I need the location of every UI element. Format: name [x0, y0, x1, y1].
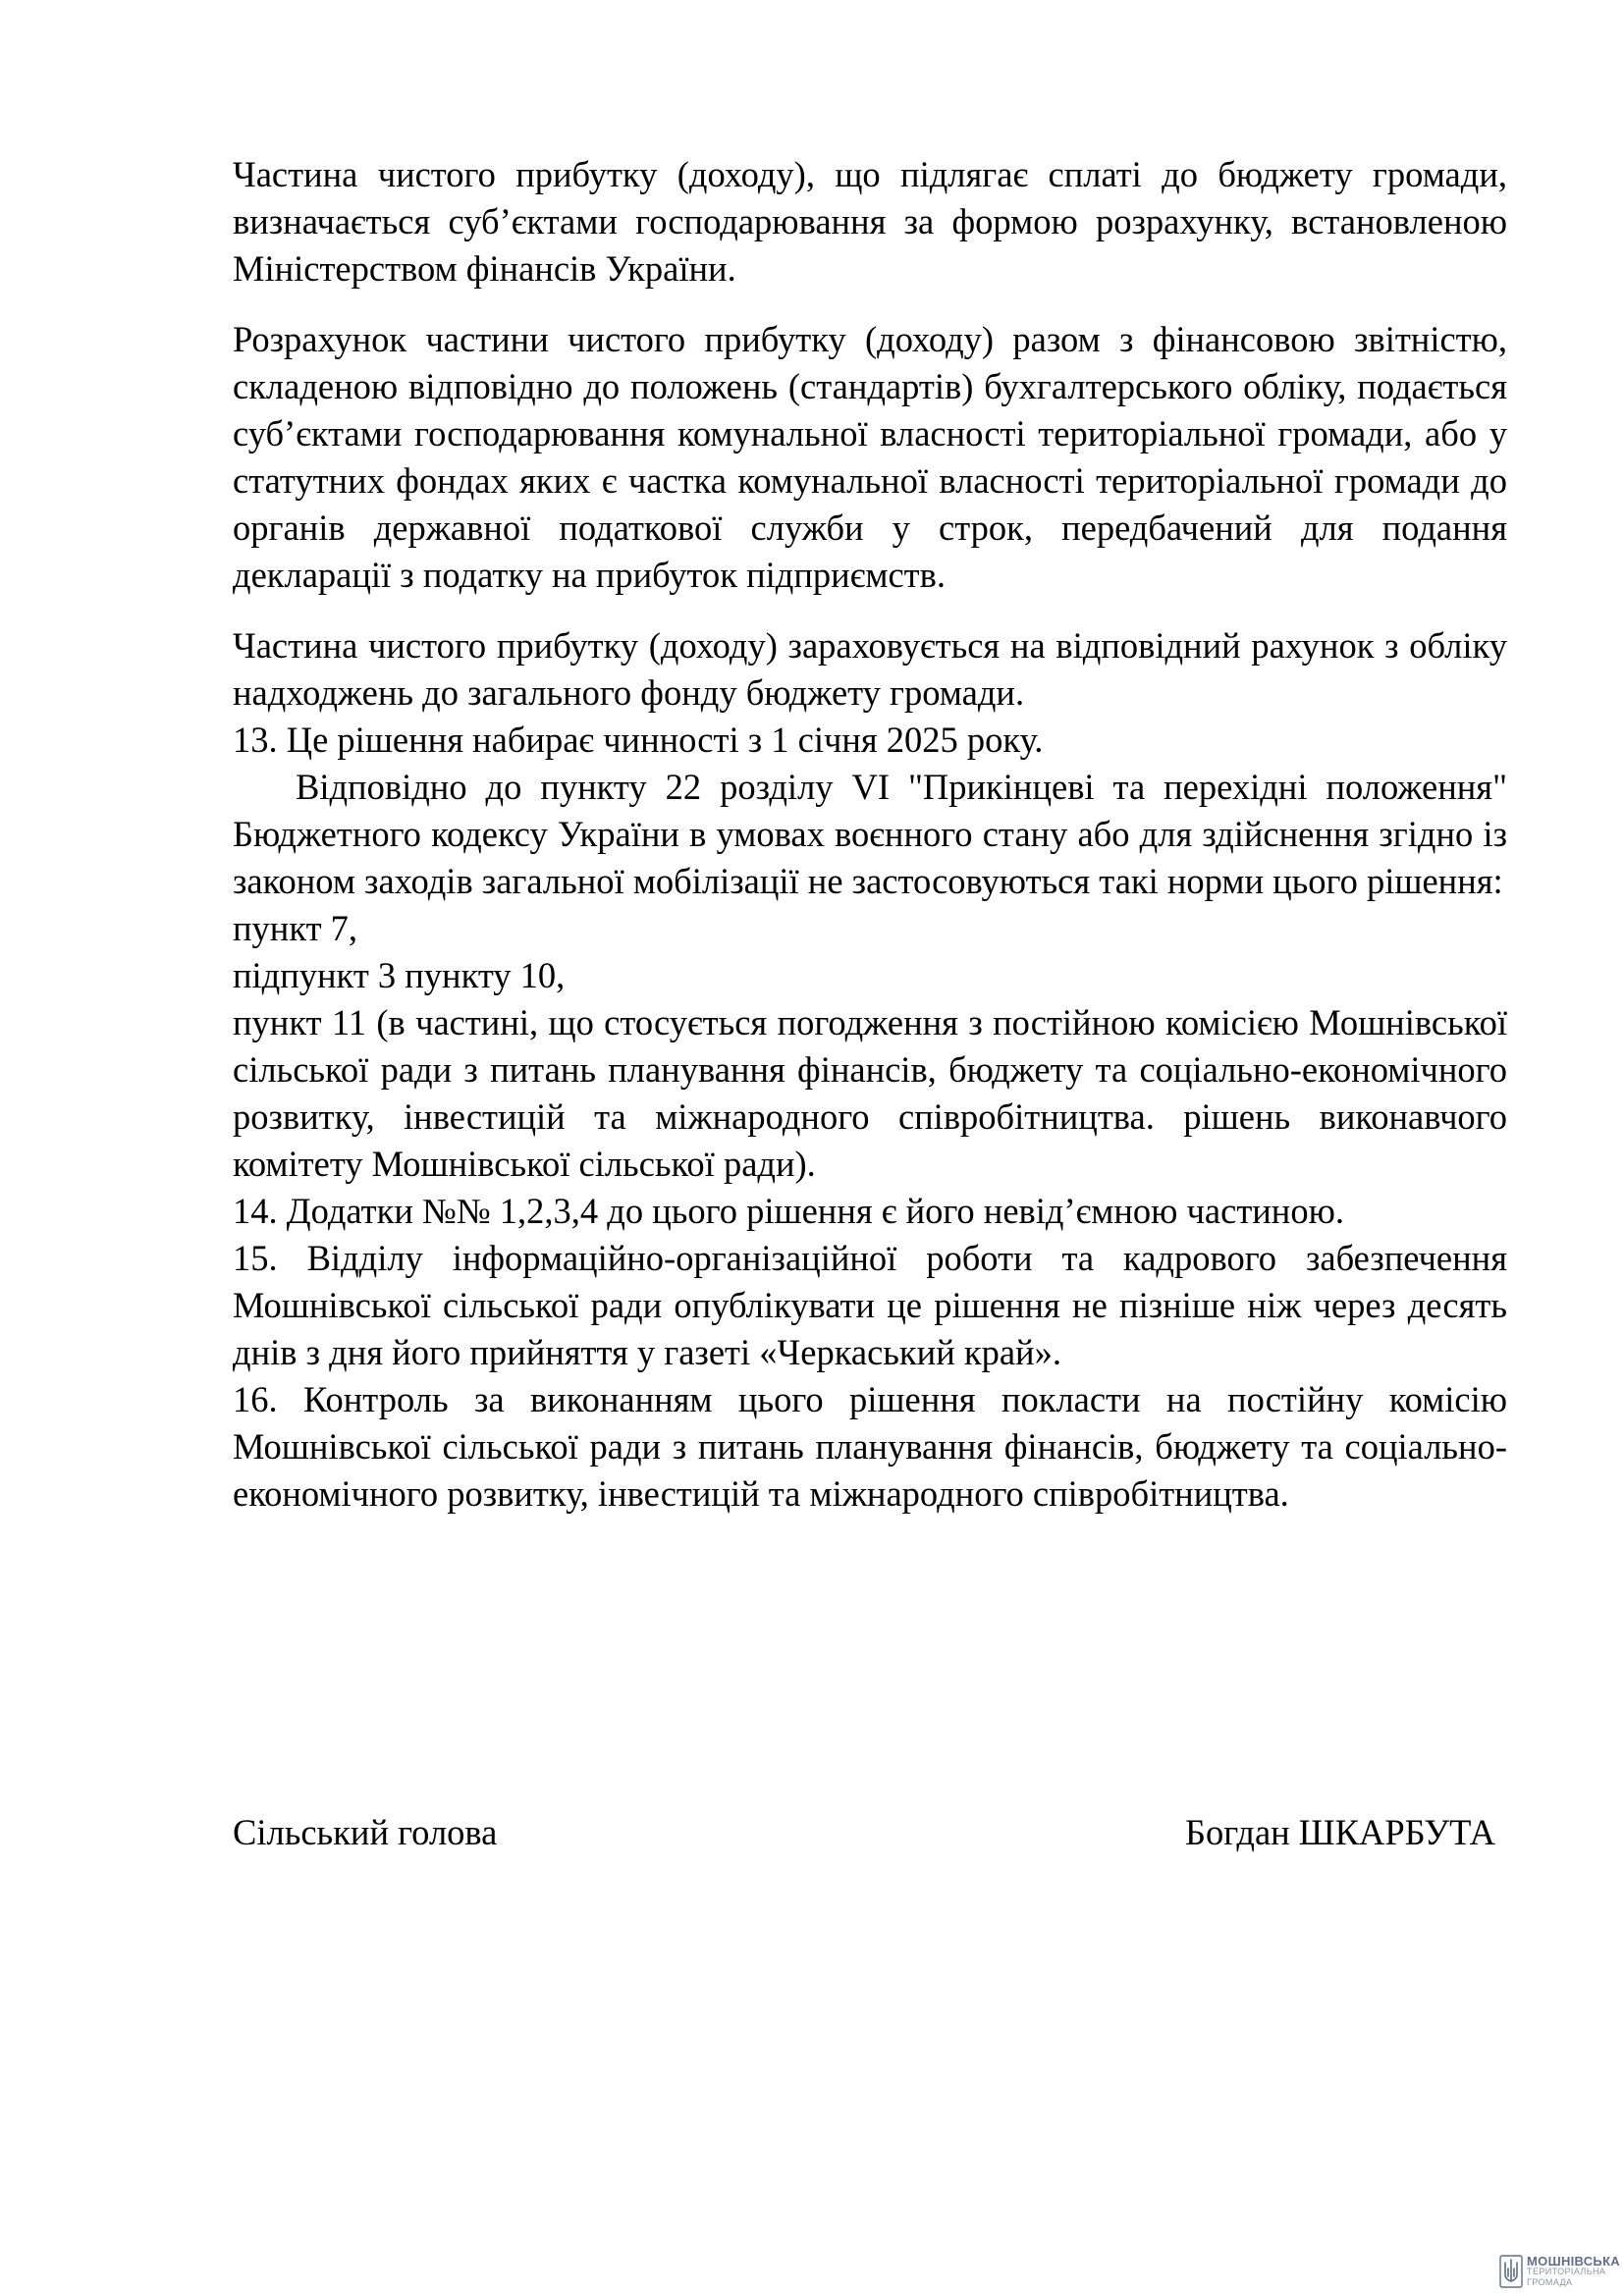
trident-icon: [1499, 2255, 1523, 2288]
signature-block: [233, 1809, 1507, 1856]
signature-name: Богдан ШКАРБУТА: [1185, 1812, 1495, 1852]
signature-position: Сільський голова: [233, 1812, 498, 1852]
exception-item-point-11: пункт 11 (в частині, що стосується погодження з постійною комісією Мошнівської сільської ради з питань планування фінансів, бюджету та соціально-економічного розвитку, інвестицій та міжнародного співробітництва. рішень виконавчого комітету Мошнівської сільської ради).: [233, 1002, 1507, 1184]
community-watermark: [1499, 2255, 1620, 2288]
paragraph-profit-share-calculation: Частина чистого прибутку (доходу), що підлягає сплаті до бюджету громади, визначається суб’єктами господарювання за формою розрахунку, встановленою Міністерством фінансів України.: [233, 154, 1507, 289]
watermark-line-2: ТЕРИТОРІАЛЬНА: [1527, 2266, 1606, 2276]
paragraph-martial-law-exceptions: Відповідно до пункту 22 розділу VI "Прикінцеві та перехідні положення" Бюджетного кодексу України в умовах воєнного стану або для здійснення згідно із законом заходів загальної мобілізації не застосовуються такі норми цього рішення:: [233, 767, 1507, 901]
exception-item-subpoint-3-point-10: підпункт 3 пункту 10,: [233, 955, 566, 995]
watermark-line-3: ГРОМАДА: [1527, 2276, 1573, 2287]
clause-13: 13. Це рішення набирає чинності з 1 січня 2025 року.: [233, 720, 1044, 760]
clause-14: 14. Додатки №№ 1,2,3,4 до цього рішення є його невід’ємною частиною.: [233, 1191, 1344, 1231]
clause-16: 16. Контроль за виконанням цього рішення покласти на постійну комісію Мошнівської сільської ради з питань планування фінансів, бюджету та соціально-економічного розвитку, інвестицій та міжнародного співробітництва.: [233, 1379, 1507, 1514]
document-body: [233, 151, 1507, 1518]
paragraph-profit-share-crediting: Частина чистого прибутку (доходу) зараховується на відповідний рахунок з обліку надходжень до загального фонду бюджету громади.: [233, 625, 1507, 713]
paragraph-profit-share-reporting: Розрахунок частини чистого прибутку (доходу) разом з фінансовою звітністю, складеною відповідно до положень (стандартів) бухгалтерського обліку, подається суб’єктами господарювання комунальної власності територіальної громади, або у статутних фондах яких є частка комунальної власності територіальної громади до органів державної податкової служби у строк, передбачений для подання декларації з податку на прибуток підприємств.: [233, 319, 1507, 595]
watermark-text: [1527, 2253, 1620, 2288]
clause-15: 15. Відділу інформаційно-організаційної роботи та кадрового забезпечення Мошнівської сільської ради опублікувати це рішення не пізніше ніж через десять днів з дня його прийняття у газеті «Черкаський край».: [233, 1238, 1507, 1372]
exception-item-point-7: пункт 7,: [233, 908, 358, 948]
watermark-line-1: МОШНІВСЬКА: [1527, 2253, 1620, 2269]
